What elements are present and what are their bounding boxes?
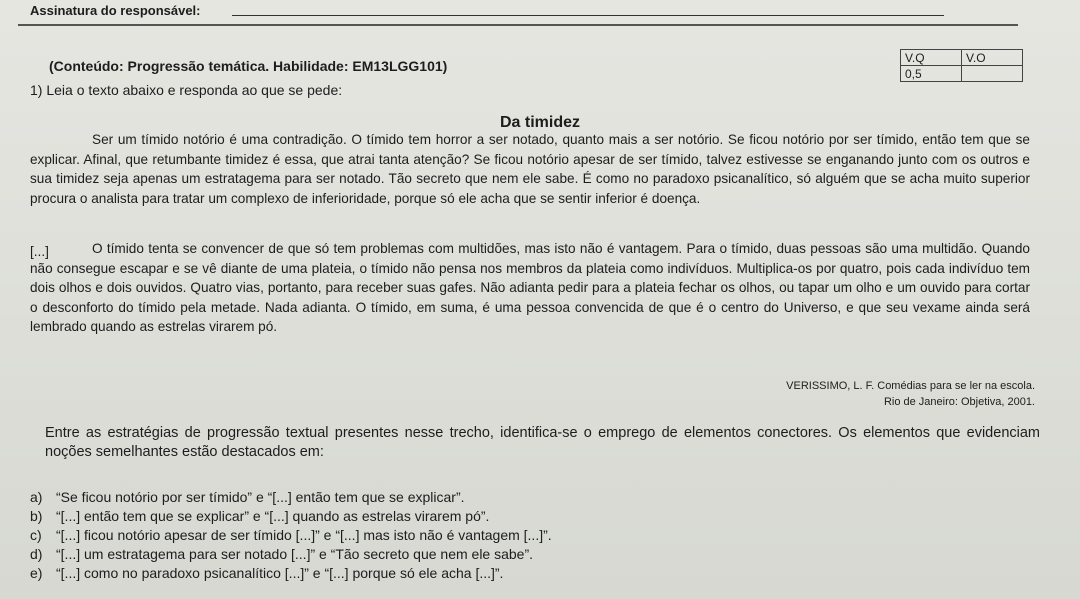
signature-line [232, 15, 944, 16]
omission-mark: [...] [30, 244, 49, 259]
signature-label: Assinatura do responsável: [30, 3, 201, 18]
option-letter: e) [30, 565, 43, 581]
score-value-vo [962, 66, 1023, 82]
option-letter: b) [30, 508, 43, 524]
paragraph-2: O tímido tenta se convencer de que só tem problemas com multidões, mas isto não é vantagem. Para o tímido, duas pessoas são uma multidão. Quando não consegue escapar e se vê diante de uma plateia, o tímido não pensa nos membros da plateia como indivíduos. Multiplica-os por quatro, pois cada indivíduo tem dois olhos e dois ouvidos. Quatro vias, portanto, para receber suas gafes. Não adianta pedir para a plateia fechar os olhos, ou tapar um olho e um ouvido para cortar o desconforto do tímido pela metade. Nada adianta. O tímido, em suma, é uma pessoa convencida de que é o centro do Universo, e que seu vexame ainda será lembrado quando as estrelas virarem pó. [30, 241, 1030, 335]
question-stem: Entre as estratégias de progressão textual presentes nesse trecho, identifica-se o emprego de elementos conectores. Os elementos que evidenciam noções semelhantes estão destacados em: [45, 425, 1040, 460]
option-e[interactable] [30, 564, 552, 583]
option-b[interactable] [30, 507, 552, 526]
option-text: “[...] um estratagema para ser notado [...]” e “Tão secreto que nem ele sabe”. [56, 546, 534, 562]
paragraph-1: Ser um tímido notório é uma contradição. O tímido tem horror a ser notado, quanto mais a ser notório. Se ficou notório por ser tímido, então tem que se explicar. Afinal, que retumbante timidez é essa, que atrai tanta atenção? Se ficou notório apesar de ser tímido, talvez estivesse se enganando junto com os outros e sua timidez seja apenas um estratagema para ser notado. Tão secreto que nem ele sabe. É como no paradoxo psicanalítico, só alguém que se acha muito superior procura o analista para tratar um complexo de inferioridade, porque só ele acha que se sentir inferior é doença. [30, 132, 1030, 206]
source-citation-2: Rio de Janeiro: Objetiva, 2001. [883, 396, 1035, 408]
answer-options [30, 488, 552, 583]
source-citation-1: VERISSIMO, L. F. Comédias para se ler na escola. [786, 380, 1035, 392]
content-skill-line: (Conteúdo: Progressão temática. Habilidade: EM13LGG101) [49, 58, 448, 74]
option-d[interactable] [30, 545, 552, 564]
score-header-vq: V.Q [901, 50, 962, 66]
divider [18, 24, 1018, 26]
score-header-vo: V.O [962, 50, 1023, 66]
option-text: “Se ficou notório por ser tímido” e “[...] então tem que se explicar”. [56, 489, 465, 505]
option-letter: a) [30, 489, 43, 505]
option-text: “[...] então tem que se explicar” e “[...] quando as estrelas virarem pó”. [56, 508, 490, 524]
text-title: Da timidez [499, 114, 580, 131]
option-letter: c) [30, 527, 42, 543]
question-intro: 1) Leia o texto abaixo e responda ao que se pede: [30, 82, 343, 98]
option-letter: d) [30, 546, 43, 562]
score-value-vq: 0,5 [901, 66, 962, 82]
score-table [900, 49, 1023, 82]
option-text: “[...] ficou notório apesar de ser tímido [...]” e “[...] mas isto não é vantagem [...]”. [56, 527, 552, 543]
option-c[interactable] [30, 526, 552, 545]
option-a[interactable] [30, 488, 552, 507]
option-text: “[...] como no paradoxo psicanalítico [...]” e “[...] porque só ele acha [...]”. [56, 565, 504, 581]
